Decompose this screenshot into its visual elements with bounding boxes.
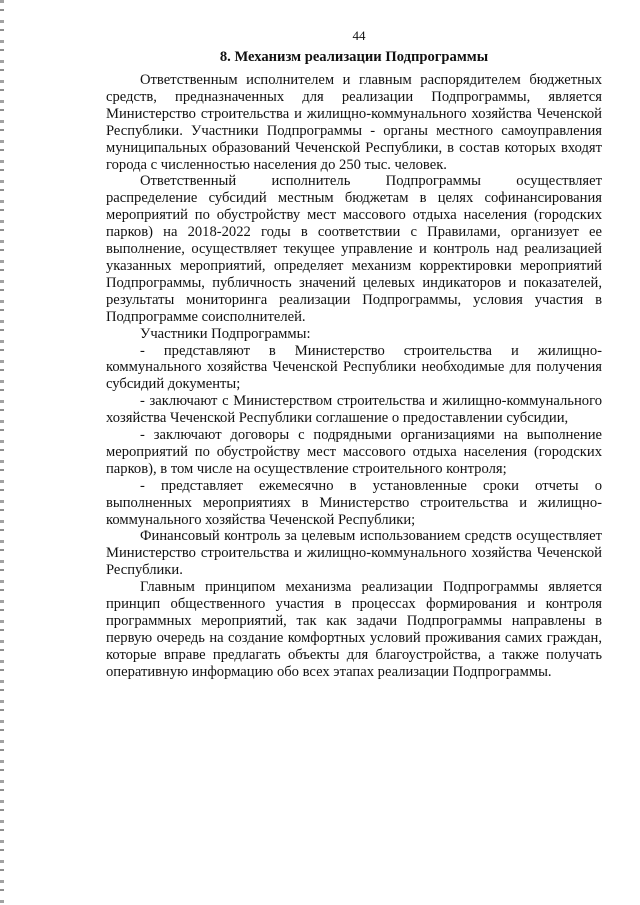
list-item-conclude-agreement: - заключают с Министерством строительства и жилищно-коммунального хозяйства Чеченской Республики соглашение о предоставлении субсидии, bbox=[106, 393, 602, 427]
list-item-contractor-agreements: - заключают договоры с подрядными организациями на выполнение мероприятий по обустройству мест массового отдыха населения (городских парков), в том числе на осуществление строительного контроля; bbox=[106, 427, 602, 477]
scan-edge-artifact bbox=[0, 0, 4, 905]
paragraph-main-principle: Главным принципом механизма реализации Подпрограммы является принцип общественного участия в процессах формирования и контроля программных мероприятий, так как задачи Подпрограммы направлены в первую очередь на создание комфортных условий проживания самих граждан, которые вправе предлагать объекты для благоустройства, а также получать оперативную информацию обо всех этапах реализации Подпрограммы. bbox=[106, 579, 602, 680]
paragraph-participants-heading: Участники Подпрограммы: bbox=[140, 325, 311, 342]
paragraph-financial-control: Финансовый контроль за целевым использованием средств осуществляет Министерство строительства и жилищно-коммунального хозяйства Чеченской Республики. bbox=[106, 528, 602, 579]
page-number: 44 bbox=[352, 28, 366, 43]
paragraph-responsible-executor: Ответственным исполнителем и главным распорядителем бюджетных средств, предназначенных для реализации Подпрограммы, является Министерство строительства и жилищно-коммунального хозяйства Чеченской Республики. Участники Подпрограммы - органы местного самоуправления муниципальных образований Чеченской Республики, в состав которых входят города с численностью населения до 250 тыс. человек. bbox=[106, 72, 602, 173]
section-title: 8. Механизм реализации Подпрограммы bbox=[219, 49, 489, 65]
list-item-submit-documents: - представляют в Министерство строительства и жилищно-коммунального хозяйства Чеченской Республики необходимые для получения субсидий документы; bbox=[106, 342, 602, 393]
document-page bbox=[106, 28, 602, 681]
paragraph-subsidy-distribution: Ответственный исполнитель Подпрограммы осуществляет распределение субсидий местным бюджетам в целях софинансирования мероприятий по обустройству мест массового отдыха населения (городских парков) на 2018-2022 годы в соответствии с Правилами, организует ее выполнение, осуществляет текущее управление и контроль над реализацией указанных мероприятий, определяет механизм корректировки мероприятий Подпрограммы, публичность значений целевых индикаторов и показателей, результаты мониторинга реализации Подпрограммы, условия участия в Подпрограмме соисполнителей. bbox=[106, 173, 602, 325]
list-item-monthly-reports: - представляет ежемесячно в установленные сроки отчеты о выполненных мероприятиях в Министерство строительства и жилищно-коммунального хозяйства Чеченской Республики; bbox=[106, 477, 602, 528]
